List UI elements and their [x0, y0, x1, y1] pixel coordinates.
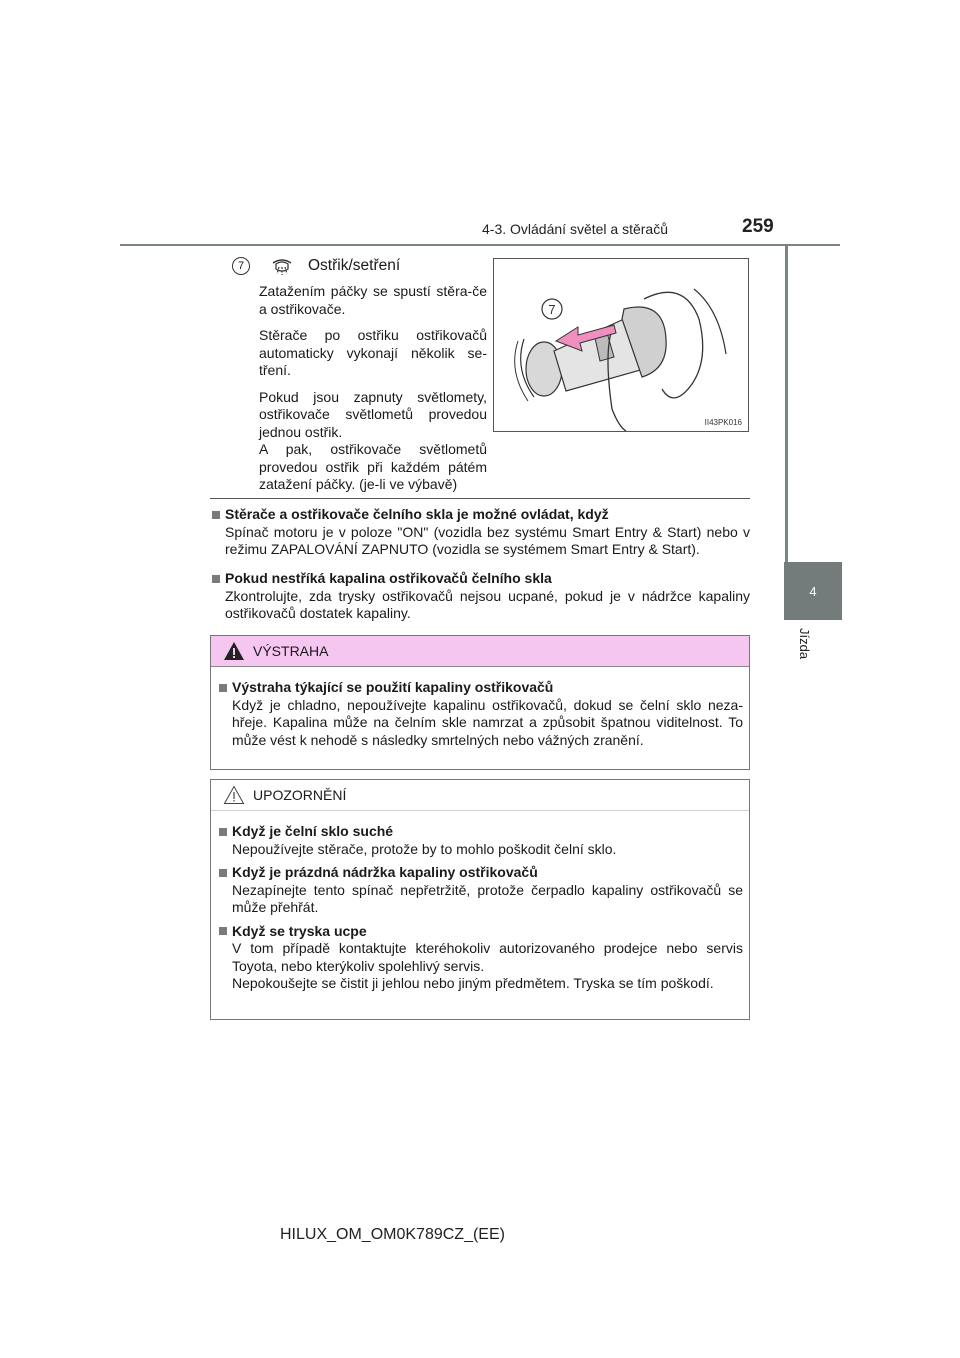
warning-item	[219, 679, 743, 749]
caution-item-title: Když je prázdná nádržka kapaliny ostřikovačů	[232, 864, 538, 880]
header-divider	[120, 244, 840, 246]
section-divider	[210, 498, 750, 499]
lever-drawing	[494, 259, 749, 432]
bullet-square-icon	[212, 511, 220, 519]
caution-item-text: Nezapínejte tento spínač nepřetržitě, protože čerpadlo kapaliny ostřikovačů se může přehřát.	[232, 881, 743, 915]
item-number: 7	[232, 257, 250, 275]
note-operation	[212, 506, 750, 559]
bullet-square-icon	[219, 684, 227, 692]
caution-item	[219, 923, 743, 993]
warning-header	[211, 636, 749, 667]
caution-triangle-icon	[223, 785, 245, 805]
caution-box	[210, 779, 750, 1020]
bullet-square-icon	[219, 869, 227, 877]
warning-item-title: Výstraha týkající se použití kapaliny ostřikovačů	[232, 679, 554, 695]
warning-body	[211, 667, 749, 749]
section-title: 4-3. Ovládání světel a stěračů	[482, 221, 668, 237]
warning-box	[210, 635, 750, 770]
warning-label: VÝSTRAHA	[253, 643, 329, 659]
caution-item-text: Nepoužívejte stěrače, protože by to mohlo poškodit čelní sklo.	[232, 840, 617, 857]
bullet-square-icon	[212, 575, 220, 583]
figure-code: II43PK016	[704, 418, 742, 427]
caution-item-title: Když je čelní sklo suché	[232, 823, 394, 839]
caution-header	[211, 780, 749, 811]
bullet-square-icon	[219, 828, 227, 836]
warning-item-text: Když je chladno, nepoužívejte kapalinu ostřikovačů, dokud se čelní sklo neza-hřeje. Kapalina může na čelním skle namrzat a způsobit špatnou viditelnost. To může vést k nehodě s následky smrtelných nebo vážných zranění.	[232, 696, 743, 748]
note-title: Pokud nestříká kapalina ostřikovačů čelního skla	[225, 570, 552, 586]
caution-item	[219, 864, 743, 917]
caution-item	[219, 823, 743, 858]
caution-item-title: Když se tryska ucpe	[232, 922, 367, 939]
item-paragraph: Zatažením páčky se spustí stěra-če a ostřikovače.	[259, 283, 487, 317]
caution-body	[211, 811, 749, 993]
warning-triangle-icon	[223, 641, 245, 661]
bullet-square-icon	[219, 927, 227, 935]
figure-callout: 7	[548, 302, 556, 317]
item-paragraph: Stěrače po ostřiku ostřikovačů automaticky vykonají několik se-tření.	[259, 327, 487, 378]
note-text: Spínač motoru je v poloze "ON" (vozidla bez systému Smart Entry & Start) nebo v režimu ZAPALOVÁNÍ ZAPNUTO (vozidla se systémem Smart Entry & Start).	[225, 523, 750, 557]
washer-icon	[270, 255, 294, 277]
note-text: Zkontrolujte, zda trysky ostřikovačů nejsou ucpané, pokud je v nádržce kapaliny ostřikovačů dostatek kapaliny.	[225, 587, 750, 621]
page-number: 259	[742, 216, 774, 237]
caution-item-text: V tom případě kontaktujte kteréhokoliv autorizovaného prodejce nebo servis Toyota, nebo kterýkoliv spolehlivý servis.	[232, 940, 743, 974]
caution-label: UPOZORNĚNÍ	[253, 787, 347, 803]
item-description	[259, 283, 487, 503]
note-title: Stěrače a ostřikovače čelního skla je možné ovládat, když	[225, 506, 609, 522]
note-no-fluid	[212, 570, 750, 623]
item-paragraph: Pokud jsou zapnuty světlomety, ostřikovače světlometů provedou jednou ostřik.	[259, 388, 487, 440]
side-divider	[785, 246, 788, 562]
item-title: Ostřik/setření	[308, 257, 401, 274]
chapter-label: Jízda	[797, 628, 812, 660]
caution-item-text: Nepokoušejte se čistit ji jehlou nebo jiným předmětem. Tryska se tím poškodí.	[232, 975, 714, 991]
item-heading	[232, 254, 400, 278]
lever-illustration	[493, 258, 749, 432]
chapter-number: 4	[809, 583, 817, 599]
document-code: HILUX_OM_OM0K789CZ_(EE)	[280, 1226, 505, 1243]
chapter-tab	[784, 562, 842, 620]
item-paragraph: A pak, ostřikovače světlometů provedou ostřik při každém pátém zatažení páčky. (je-li ve výbavě)	[259, 441, 487, 492]
